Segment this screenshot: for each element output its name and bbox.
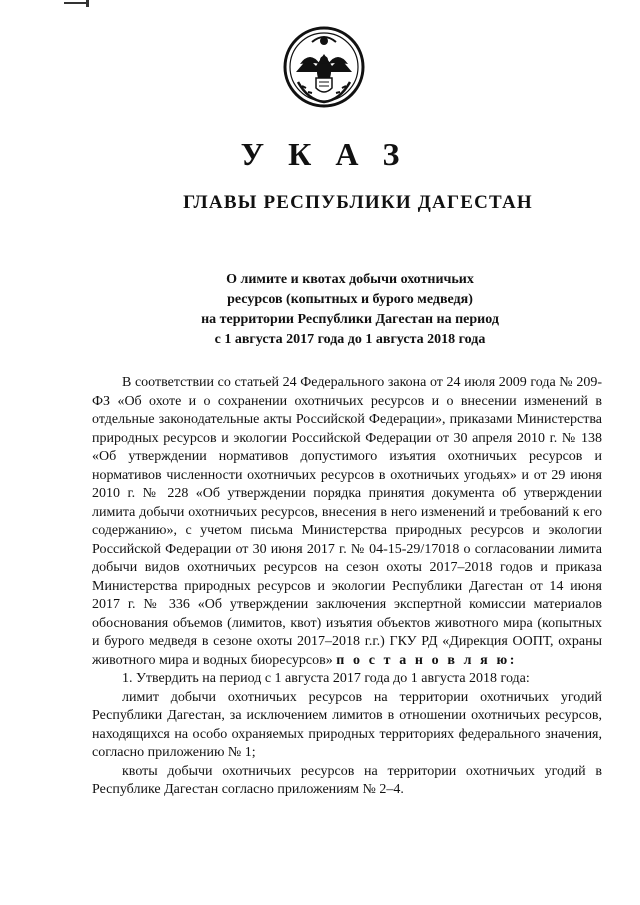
scan-artifact bbox=[64, 2, 88, 7]
item-1-limit-paragraph: лимит добычи охотничьих ресурсов на территории охотничьих угодий Республики Дагестан, за исключением лимитов в отношении охотничьих ресурсов, находящихся на особо охраняемых природных территориях федерального значения, согласно приложению № 1; bbox=[92, 689, 602, 760]
coat-of-arms-emblem bbox=[282, 24, 366, 110]
preamble-paragraph bbox=[92, 374, 602, 670]
preamble-text: В соответствии со статьей 24 Федерального закона от 24 июля 2009 года № 209-ФЗ «Об охоте и о сохранении охотничьих ресурсов и о внесении изменений в отдельные законодательные акты Российской Федерации», приказами Министерства природных ресурсов и экологии Российской Федерации от 30 апреля 2010 г. № 138 «Об утверждении нормативов допустимого изъятия охотничьих ресурсов и нормативов численности охотничьих ресурсов в охотничьих угодьях» и от 29 июня 2010 г. № 228 «Об утверждении порядка принятия документа об утверждении лимита добычи охотничьих ресурсов, внесения в него изменений и требований к его содержанию», с учетом письма Министерства природных ресурсов и экологии Российской Федерации от 30 июня 2017 г. № 04-15-29/17018 о согласовании лимита добычи видов охотничьих ресурсов на сезон охоты 2017–2018 годов и приказа Министерства природных ресурсов и экологии Республики Дагестан от 14 июня 2017 г. № 336 «Об утверждении заключения экспертной комиссии материалов обоснования объемов (лимитов, квот) изъятия объектов животного мира (копытных и бурого медведя в сезоне охоты 2017–2018 г.г.) ГКУ РД «Дирекция ООПТ, охраны животного мира и водных биоресурсов» bbox=[92, 375, 602, 668]
subject-line-4: с 1 августа 2017 года до 1 августа 2018 года bbox=[214, 332, 486, 347]
document-title: У К А З bbox=[240, 136, 408, 172]
scan-artifact-tick bbox=[86, 0, 89, 7]
document-subtitle: ГЛАВЫ РЕСПУБЛИКИ ДАГЕСТАН bbox=[183, 192, 533, 213]
subject-line-1: О лимите и квотах добычи охотничьих bbox=[226, 272, 474, 287]
item-1-paragraph: 1. Утвердить на период с 1 августа 2017 года до 1 августа 2018 года: bbox=[122, 671, 530, 686]
subject-line-2: ресурсов (копытных и бурого медведя) bbox=[227, 292, 473, 307]
decree-subject bbox=[140, 270, 560, 350]
item-1-quotas-paragraph: квоты добычи охотничьих ресурсов на территории охотничьих угодий в Республике Дагестан согласно приложениям № 2–4. bbox=[92, 763, 602, 797]
decree-body bbox=[92, 374, 602, 800]
subject-line-3: на территории Республики Дагестан на период bbox=[201, 312, 499, 327]
decree-word: п о с т а н о в л я ю: bbox=[336, 652, 518, 668]
